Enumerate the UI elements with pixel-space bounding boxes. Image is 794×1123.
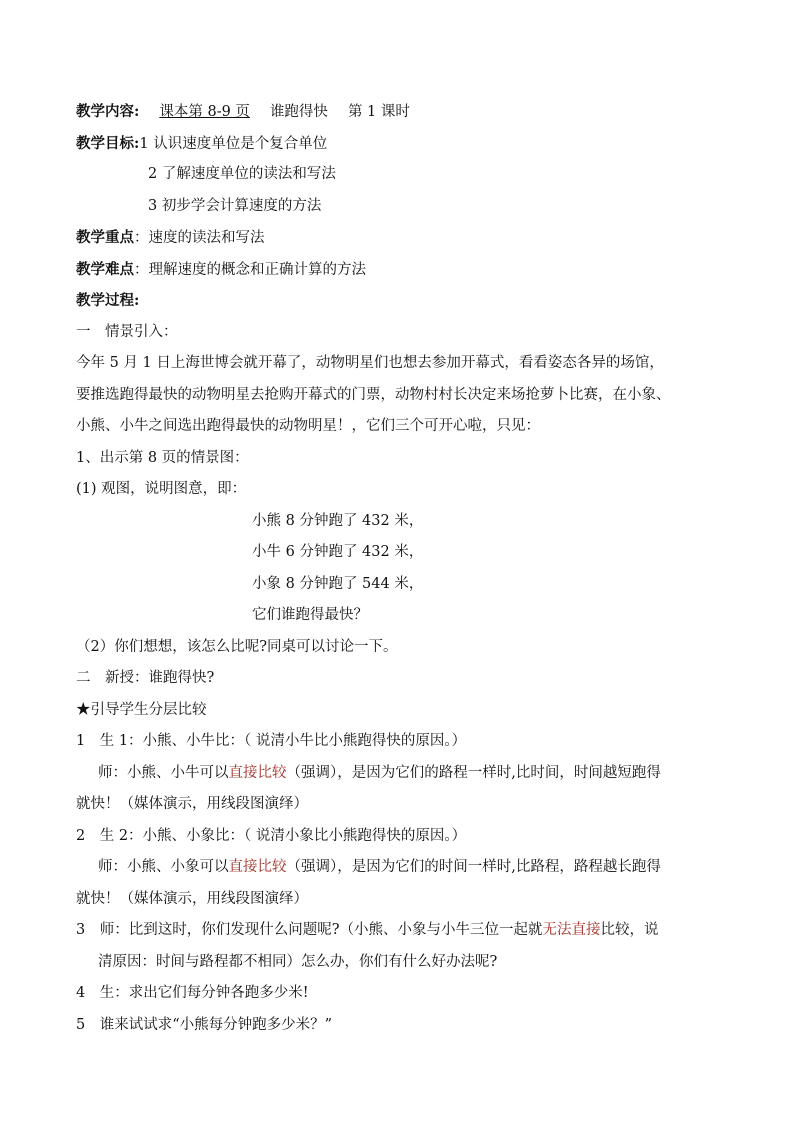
key-point-label: 教学重点: [76, 229, 134, 246]
fact-line: 小牛 6 分钟跑了 432 米，: [252, 544, 424, 560]
guide-line: ★引导学生分层比较: [76, 701, 207, 718]
goals-line-1: [76, 128, 726, 160]
difficulty-label: 教学难点: [76, 260, 134, 278]
lesson-number: 第 1 课时: [347, 104, 410, 120]
step3-line: [76, 915, 726, 947]
lesson-plan-page: [76, 96, 726, 1041]
goals-line-3: [76, 191, 726, 223]
process-label: 教学过程:: [76, 292, 140, 309]
goals-label: 教学目标:: [76, 134, 140, 152]
goals-line-2: [76, 159, 726, 191]
difficulty-text: ：理解速度的概念和正确计算的方法: [134, 261, 366, 278]
key-point-text: ：速度的读法和写法: [134, 230, 265, 246]
step-1: 1、出示第 8 页的情景图：: [76, 449, 249, 466]
fact-line: 小象 8 分钟跑了 544 米，: [252, 575, 424, 592]
lesson-ref: 课本第 8-9 页: [159, 104, 250, 120]
step-2: （2）你们想想，该怎么比呢?同桌可以讨论一下。: [76, 638, 398, 655]
teacher1-text-cont: （强调），是因为它们的路程一样时,比时间，时间越短跑得: [286, 764, 661, 781]
teacher2-line: [76, 852, 726, 884]
lesson-content-line: [76, 96, 726, 128]
student2-line: 2 生 2：小熊、小象比：（ 说清小象比小熊跑得快的原因。）: [76, 827, 467, 844]
step3-text-cont: 比较，说: [600, 922, 659, 938]
section1-paragraph-line: 小熊、小牛之间选出跑得最快的动物明星！，它们三个可开心啦，只见：: [76, 418, 540, 434]
fact-question: 它们谁跑得最快？: [252, 607, 368, 623]
goal-item: 2 了解速度单位的读法和写法: [148, 166, 336, 182]
key-point-line: [76, 222, 726, 254]
fact-line: 小熊 8 分钟跑了 432 米，: [252, 512, 424, 529]
step5-line: 5 谁来试试求“小熊每分钟跑多少米？”: [76, 1016, 333, 1033]
step-1a: (1) 观图，说明图意，即：: [76, 481, 247, 497]
emphasis-text: 无法直接: [542, 922, 601, 938]
section1-paragraph-line: 今年 5 月 1 日上海世博会就开幕了，动物明星们也想去参加开幕式，看看姿态各异的场馆，: [76, 355, 664, 371]
student1-line: 1 生 1：小熊、小牛比：（ 说清小牛比小熊跑得快的原因。）: [76, 733, 467, 749]
section2-title: 二 新授：谁跑得快?: [76, 670, 215, 686]
emphasis-text: 直接比较: [228, 764, 287, 781]
lesson-title: 谁跑得快: [269, 104, 328, 120]
teacher1-line-2: 就快！（媒体演示，用线段图演绎）: [76, 796, 308, 812]
step3-text: 3 师：比到这时，你们发现什么问题呢?（小熊、小象与小牛三位一起就: [76, 922, 543, 938]
difficulty-line: [76, 254, 726, 286]
emphasis-text: 直接比较: [228, 859, 287, 875]
goal-item: 3 初步学会计算速度的方法: [148, 197, 322, 214]
teacher2-text: 师：小熊、小象可以: [98, 859, 229, 875]
lesson-content-label: 教学内容:: [76, 103, 140, 120]
teacher1-line: [76, 758, 726, 790]
section1-title: 一 情景引入：: [76, 323, 178, 340]
section1-paragraph-line: 要推选跑得最快的动物明星去抢购开幕式的门票，动物村村长决定来场抢萝卜比赛，在小象、: [76, 386, 671, 403]
teacher2-text-cont: （强调），是因为它们的时间一样时,比路程，路程越长跑得: [286, 859, 661, 875]
step4-line: 4 生：求出它们每分钟各跑多少米!: [76, 985, 309, 1001]
teacher1-text: 师：小熊、小牛可以: [98, 764, 229, 781]
step3-line-2: 清原因：时间与路程都不相同）怎么办，你们有什么好办法呢?: [98, 953, 498, 970]
teacher2-line-2: 就快！（媒体演示，用线段图演绎）: [76, 890, 308, 907]
goal-item: 1 认识速度单位是个复合单位: [139, 135, 328, 152]
